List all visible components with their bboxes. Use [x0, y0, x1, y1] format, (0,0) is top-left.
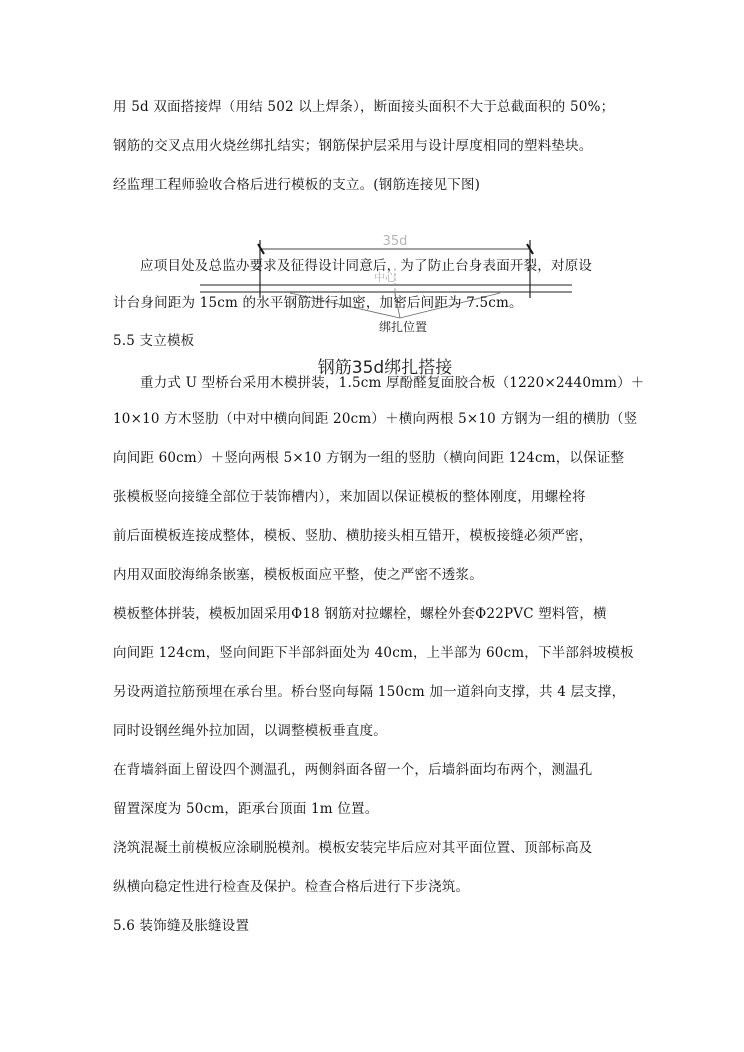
- paragraph-line: 应项目处及总监办要求及征得设计同意后，为了防止台身表面开裂，对原设: [140, 258, 593, 274]
- paragraph-line: 钢筋的交叉点用火烧丝绑扎结实；钢筋保护层采用与设计厚度相同的塑料垫块。: [113, 138, 593, 154]
- paragraph-line: 向间距 124cm，竖向间距下半部斜面处为 40cm，上半部为 60cm，下半部斜坡模板: [113, 645, 634, 661]
- paragraph-line: 另设两道拉筋预埋在承台里。桥台竖向每隔 150cm 加一道斜向支撑，共 4 层支撑，: [113, 684, 626, 700]
- section-heading: 5.6 装饰缝及胀缝设置: [113, 918, 250, 934]
- paragraph-line: 张模板竖向接缝全部位于装饰槽内），来加固以保证模板的整体刚度，用螺栓将: [113, 489, 586, 505]
- paragraph-line: 计台身间距为 15cm 的水平钢筋进行加密，加密后间距为 7.5cm。: [113, 295, 523, 311]
- tie-position-label: 绑扎位置: [378, 320, 428, 334]
- paragraph-line: 同时设钢丝绳外拉加固，以调整模板垂直度。: [113, 723, 387, 739]
- paragraph-line: 用 5d 双面搭接焊（用结 502 以上焊条），断面接头面积不大于总截面积的 50%；: [113, 99, 615, 115]
- center-label: 中心: [374, 271, 396, 284]
- paragraph-line: 重力式 U 型桥台采用木模拼装，1.5cm 厚酚醛复面胶合板（1220×2440mm）＋: [140, 375, 645, 391]
- paragraph-line: 向间距 60cm）＋竖向两根 5×10 方钢为一组的竖肋（横向间距 124cm，以保证整: [113, 450, 625, 466]
- section-heading: 5.5 支立模板: [113, 333, 195, 349]
- paragraph-line: 在背墙斜面上留设四个测温孔，两侧斜面各留一个，后墙斜面均布两个，测温孔: [113, 762, 593, 778]
- paragraph-line: 内用双面胶海绵条嵌塞，模板板面应平整，使之严密不透浆。: [113, 567, 483, 583]
- dimension-label: 35d: [382, 234, 408, 249]
- paragraph-line: 留置深度为 50cm，距承台顶面 1m 位置。: [113, 801, 379, 817]
- paragraph-line: 浇筑混凝土前模板应涂刷脱模剂。模板安装完毕后应对其平面位置、顶部标高及: [113, 840, 593, 856]
- paragraph-line: 前后面模板连接成整体，模板、竖肋、横肋接头相互错开，模板接缝必须严密，: [113, 528, 593, 544]
- diagram-caption: 钢筋35d绑扎搭接: [317, 358, 453, 378]
- paragraph-line: 经监理工程师验收合格后进行模板的支立。(钢筋连接见下图): [113, 177, 481, 193]
- paragraph-line: 纵横向稳定性进行检查及保护。检查合格后进行下步浇筑。: [113, 879, 470, 895]
- paragraph-line: 10×10 方木竖肋（中对中横向间距 20cm）＋横向两根 5×10 方钢为一组的横肋（竖: [113, 411, 638, 427]
- paragraph-line: 模板整体拼装，模板加固采用Φ18 钢筋对拉螺栓，螺栓外套Φ22PVC 塑料管，横: [113, 606, 607, 622]
